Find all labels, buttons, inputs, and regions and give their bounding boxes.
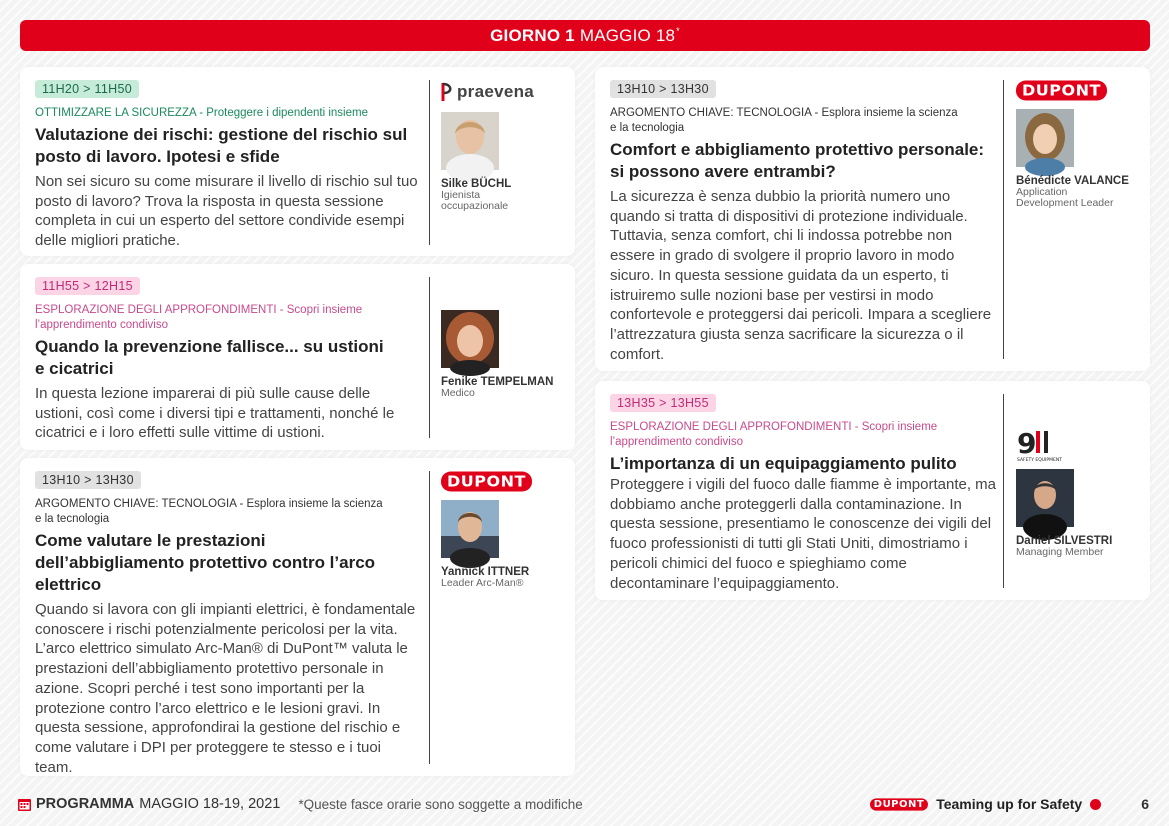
session-title: Comfort e abbigliamento protettivo personale: si possono avere entrambi? (610, 140, 985, 181)
speaker-name: Fenike TEMPELMAN (441, 376, 554, 388)
svg-text:9: 9 (1017, 427, 1037, 460)
speaker-panel (441, 80, 566, 212)
session-category: ARGOMENTO CHIAVE: TECNOLOGIA - Esplora insieme la scienza e la tecnologia (610, 107, 958, 134)
calendar-icon (18, 798, 31, 811)
time-badge: 13H10 > 13H30 (610, 80, 716, 98)
speaker-panel (1016, 421, 1141, 558)
session-card (20, 458, 575, 776)
footer-program: PROGRAMMA (36, 796, 135, 812)
time-badge: 13H10 > 13H30 (35, 471, 141, 489)
session-card (20, 264, 575, 450)
speaker-name: Bénédicte VALANCE (1016, 175, 1129, 187)
session-category: ESPLORAZIONE DEGLI APPROFONDIMENTI - Scopri insieme l’apprendimento condiviso (35, 304, 363, 331)
speaker-name: Silke BÜCHL (441, 178, 512, 190)
avatar-benedicte (1016, 109, 1074, 167)
footer-dates: MAGGIO 18-19, 2021 (139, 796, 281, 812)
session-description: Quando si lavora con gli impianti elettrici, è fondamentale conoscere i rischi potenzialmente pericolosi per la vita. L’arco elettrico simulato Arc-Man® di DuPont™ valuta le prestazioni dell’abbigliamento protettivo personale in azione. Scopri perché i test sono importanti per la protezione contro l’arco elettrico e le lesioni gravi. In questa sessione, approfondirai la gestione del rischio e come valutare i DPI per proteggere te stesso e i tuoi team. (35, 601, 416, 776)
divider (429, 277, 430, 438)
speaker-panel (441, 471, 566, 589)
divider (1003, 80, 1004, 359)
session-title: Come valutare le prestazioni dell’abbigliamento protettivo contro l’arco elettrico (35, 531, 376, 594)
speaker-role: Leader Arc-Man® (441, 577, 524, 589)
avatar-daniel (1016, 469, 1074, 527)
time-badge: 11H55 > 12H15 (35, 277, 140, 295)
avatar-silke (441, 112, 499, 170)
session-category: OTTIMIZZARE LA SICUREZZA - Proteggere i dipendenti insieme (35, 107, 368, 119)
footer-slogan: Teaming up for Safety (936, 796, 1083, 812)
session-title: Valutazione dei rischi: gestione del rischio sul posto di lavoro. Ipotesi e sfide (35, 125, 408, 166)
session-card (20, 67, 575, 256)
divider (1003, 394, 1004, 588)
speaker-role: Medico (441, 387, 475, 399)
session-description: Proteggere i vigili del fuoco dalle fiamme è importante, ma dobbiamo anche proteggerli dalla contaminazione. In questa sessione, presentiamo le conoscenze dei vigili del fuoco professionisti di tutti gli Stati Uniti, dimostriamo i pericoli chimici del fuoco e spieghiamo come decontaminare l’equipaggiamento. (610, 476, 997, 592)
footer-brand (870, 796, 1149, 812)
footer-note: *Queste fasce orarie sono soggette a modifiche (298, 796, 583, 812)
svg-text:SAFETY EQUIPMENT: SAFETY EQUIPMENT (1017, 458, 1062, 463)
day-date: MAGGIO 18 (579, 25, 676, 45)
session-description: La sicurezza è senza dubbio la priorità numero uno quando si tratta di dispositivi di protezione individuale. Tuttavia, senza comfort, chi li indossa potrebbe non essere in grado di svolgere il proprio lavoro in modo sicuro. In questa sessione guidata da un esperto, ti istruiremo sulle nozioni base per vestirsi in modo confortevole e proteggersi dai pericoli. Impara a scegliere l’attrezzatura giusta senza sacrificare la sicurezza o il comfort. (610, 188, 992, 363)
911-safety-equipment-logo (1016, 421, 1062, 463)
speaker-name: Daniel SILVESTRI (1016, 535, 1113, 547)
day-banner (20, 20, 1150, 51)
footer-dupont-logo: DUPONT (870, 798, 928, 810)
praevena-icon (441, 81, 455, 103)
speaker-role: Managing Member (1016, 546, 1104, 558)
session-category: ARGOMENTO CHIAVE: TECNOLOGIA - Esplora insieme la scienza e la tecnologia (35, 498, 383, 525)
page-number: 6 (1141, 796, 1149, 812)
dupont-logo: DUPONT (441, 472, 532, 492)
day-label: GIORNO 1 (490, 25, 575, 45)
session-card (595, 381, 1150, 600)
brand-dot-icon (1090, 799, 1101, 810)
session-description: Non sei sicuro su come misurare il livello di rischio sul tuo posto di lavoro? Trova la risposta in questa sessione completa in cui un esperto del settore condivide esempi delle migliori pratiche. (35, 173, 418, 250)
asterisk: * (676, 25, 680, 36)
footer (18, 796, 583, 812)
speaker-name: Yannick ITTNER (441, 566, 530, 578)
session-description: In questa lezione imparerai di più sulle cause delle ustioni, così come i diversi tipi e trattamenti, nonché le cicatrici e i loro effetti sulle vittime di ustioni. (35, 385, 395, 442)
speaker-panel (1016, 80, 1141, 209)
avatar-yannick (441, 500, 499, 558)
time-badge: 11H20 > 11H50 (35, 80, 139, 98)
praevena-logo-text: praevena (457, 82, 535, 101)
session-title: Quando la prevenzione fallisce... su ustioni e cicatrici (35, 337, 384, 378)
session-card (595, 67, 1150, 371)
time-badge: 13H35 > 13H55 (610, 394, 716, 412)
divider (429, 471, 430, 764)
speaker-panel (441, 302, 566, 399)
praevena-logo (441, 80, 566, 104)
session-category: ESPLORAZIONE DEGLI APPROFONDIMENTI - Scopri insieme l’apprendimento condiviso (610, 421, 938, 448)
session-title: L’importanza di un equipaggiamento pulito (610, 454, 957, 473)
avatar-fenike (441, 310, 499, 368)
speaker-role: Igienista occupazionale (441, 189, 509, 212)
speaker-role: Application Development Leader (1016, 186, 1114, 209)
divider (429, 80, 430, 245)
dupont-logo: DUPONT (1016, 81, 1107, 101)
